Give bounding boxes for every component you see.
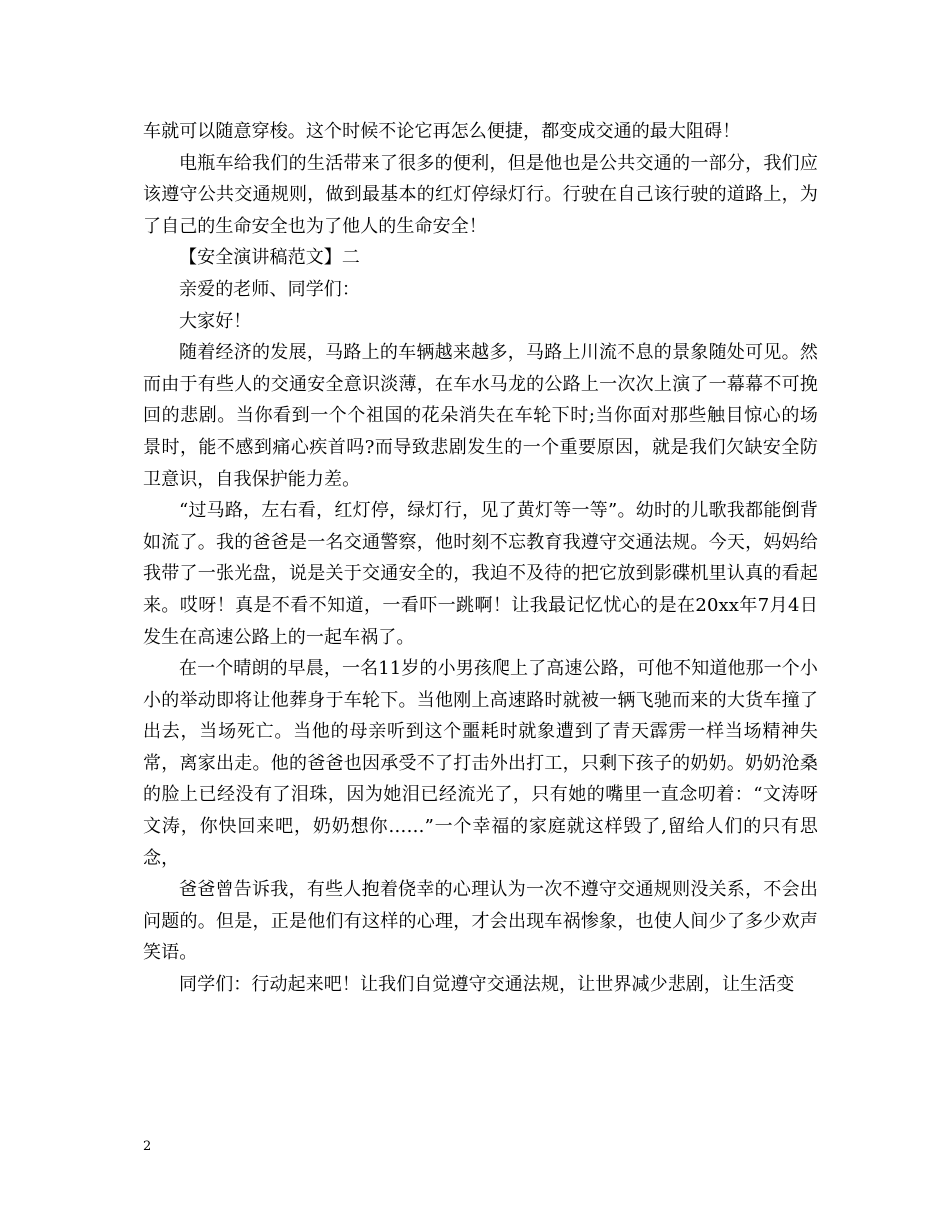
- paragraph-father-advice: 爸爸曾告诉我，有些人抱着侥幸的心理认为一次不遵守交通规则没关系，不会出问题的。但是，正是他们有这样的心理，才会出现车祸惨象，也使人间少了多少欢声笑语。: [143, 879, 818, 964]
- salutation: 亲爱的老师、同学们：: [179, 278, 360, 300]
- document-body: [143, 116, 818, 1001]
- paragraph-economy: 随着经济的发展，马路上的车辆越来越多，马路上川流不息的景象随处可见。然而由于有些人的交通安全意识淡薄，在车水马龙的公路上一次次上演了一幕幕不可挽回的悲剧。当你看到一个个祖国的花朵消失在车轮下时;当你面对那些触目惊心的场景时，能不感到痛心疾首吗?而导致悲剧发生的一个重要原因，就是我们欠缺安全防卫意识，自我保护能力差。: [143, 342, 818, 490]
- page-number: 2: [143, 1139, 152, 1154]
- section-heading: 【安全演讲稿范文】二: [179, 247, 360, 269]
- paragraph-nursery-rhyme: “过马路，左右看，红灯停，绿灯行，见了黄灯等一等”。幼时的儿歌我都能倒背如流了。我的爸爸是一名交通警察，他时刻不忘教育我遵守交通法规。今天，妈妈给我带了一张光盘，说是关于交通安全的，我迫不及待的把它放到影碟机里认真的看起来。哎呀！真是不看不知道，一看吓一跳啊！让我最记忆忧心的是在20xx年7月4日发生在高速公路上的一起车祸了。: [143, 500, 818, 648]
- paragraph-accident-story: 在一个晴朗的早晨，一名11岁的小男孩爬上了高速公路，可他不知道他那一个小小的举动即将让他葬身于车轮下。当他刚上高速路时就被一辆飞驰而来的大货车撞了出去，当场死亡。当他的母亲听到这个噩耗时就象遭到了青天霹雳一样当场精神失常，离家出走。他的爸爸也因承受不了打击外出打工，只剩下孩子的奶奶。奶奶沧桑的脸上已经没有了泪珠，因为她泪已经流光了，只有她的嘴里一直念叨着：“文涛呀文涛，你快回来吧，奶奶想你……”一个幸福的家庭就这样毁了,留给人们的只有思念，: [143, 658, 818, 869]
- paragraph-electric-bikes: 电瓶车给我们的生活带来了很多的便利，但是他也是公共交通的一部分，我们应该遵守公共交通规则，做到最基本的红灯停绿灯行。行驶在自己该行驶的道路上，为了自己的生命安全也为了他人的生命安全！: [143, 152, 818, 237]
- paragraph-call-to-action: 同学们：行动起来吧！让我们自觉遵守交通法规，让世界减少悲剧，让生活变: [179, 974, 795, 996]
- paragraph-continuation: 车就可以随意穿梭。这个时候不论它再怎么便捷，都变成交通的最大阻碍！: [143, 121, 741, 142]
- greeting: 大家好！: [179, 310, 252, 332]
